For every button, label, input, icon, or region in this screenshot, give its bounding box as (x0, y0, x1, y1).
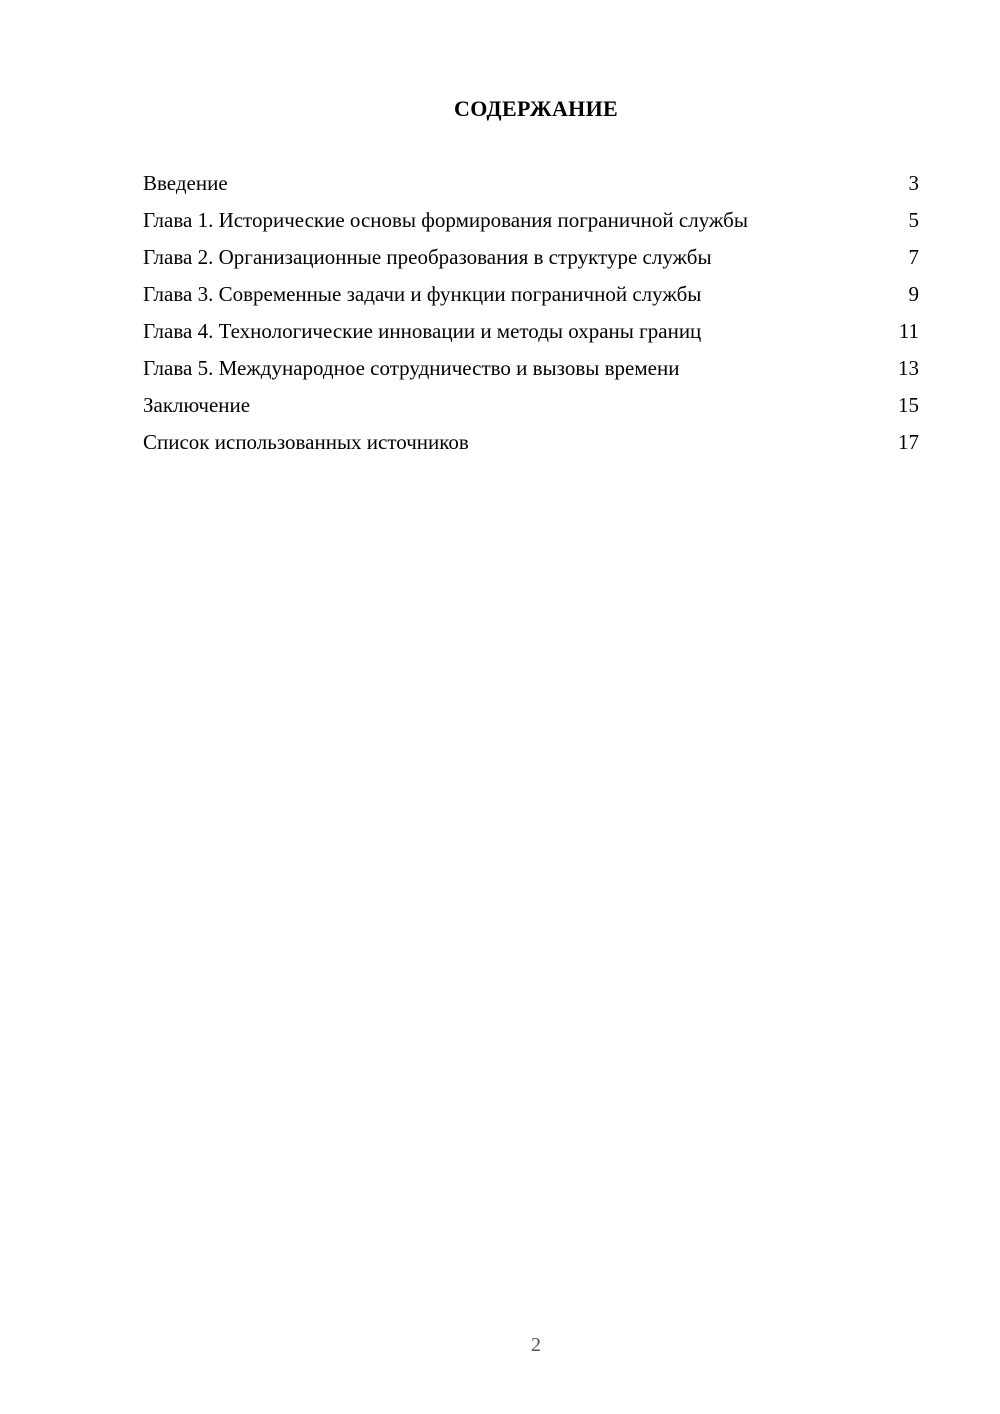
toc-entry-chapter-2[interactable] (143, 244, 919, 271)
toc-entry-label: Введение (143, 171, 228, 195)
page-title: СОДЕРЖАНИЕ (454, 96, 618, 121)
toc-entry-chapter-1[interactable] (143, 207, 919, 234)
toc-entry-label: Глава 4. Технологические инновации и методы охраны границ (143, 319, 702, 343)
toc-entry-page: 7 (908, 245, 919, 269)
toc-entry-label: Глава 1. Исторические основы формирования пограничной службы (143, 208, 748, 232)
toc-entry-label: Глава 3. Современные задачи и функции пограничной службы (143, 282, 702, 306)
page-number: 2 (531, 1334, 541, 1356)
toc-entry-chapter-3[interactable] (143, 281, 919, 308)
toc-entry-label: Заключение (143, 393, 251, 417)
toc-entry-chapter-4[interactable] (143, 318, 919, 345)
toc-entry-page: 11 (898, 319, 919, 343)
toc-entry-page: 17 (898, 430, 919, 454)
toc-entry-conclusion[interactable] (143, 392, 919, 419)
toc-entry-references[interactable] (143, 429, 919, 456)
toc-entry-page: 3 (908, 171, 919, 195)
toc-entry-page: 15 (898, 393, 919, 417)
toc-entry-label: Глава 5. Международное сотрудничество и вызовы времени (143, 356, 680, 380)
toc-entry-chapter-5[interactable] (143, 355, 919, 382)
toc-entry-page: 5 (908, 208, 919, 232)
toc-entry-page: 9 (908, 282, 919, 306)
table-of-contents (143, 170, 919, 466)
toc-entry-label: Список использованных источников (143, 430, 469, 454)
toc-entry-page: 13 (898, 356, 919, 380)
toc-entry-label: Глава 2. Организационные преобразования в структуре службы (143, 245, 712, 269)
toc-entry-introduction[interactable] (143, 170, 919, 197)
